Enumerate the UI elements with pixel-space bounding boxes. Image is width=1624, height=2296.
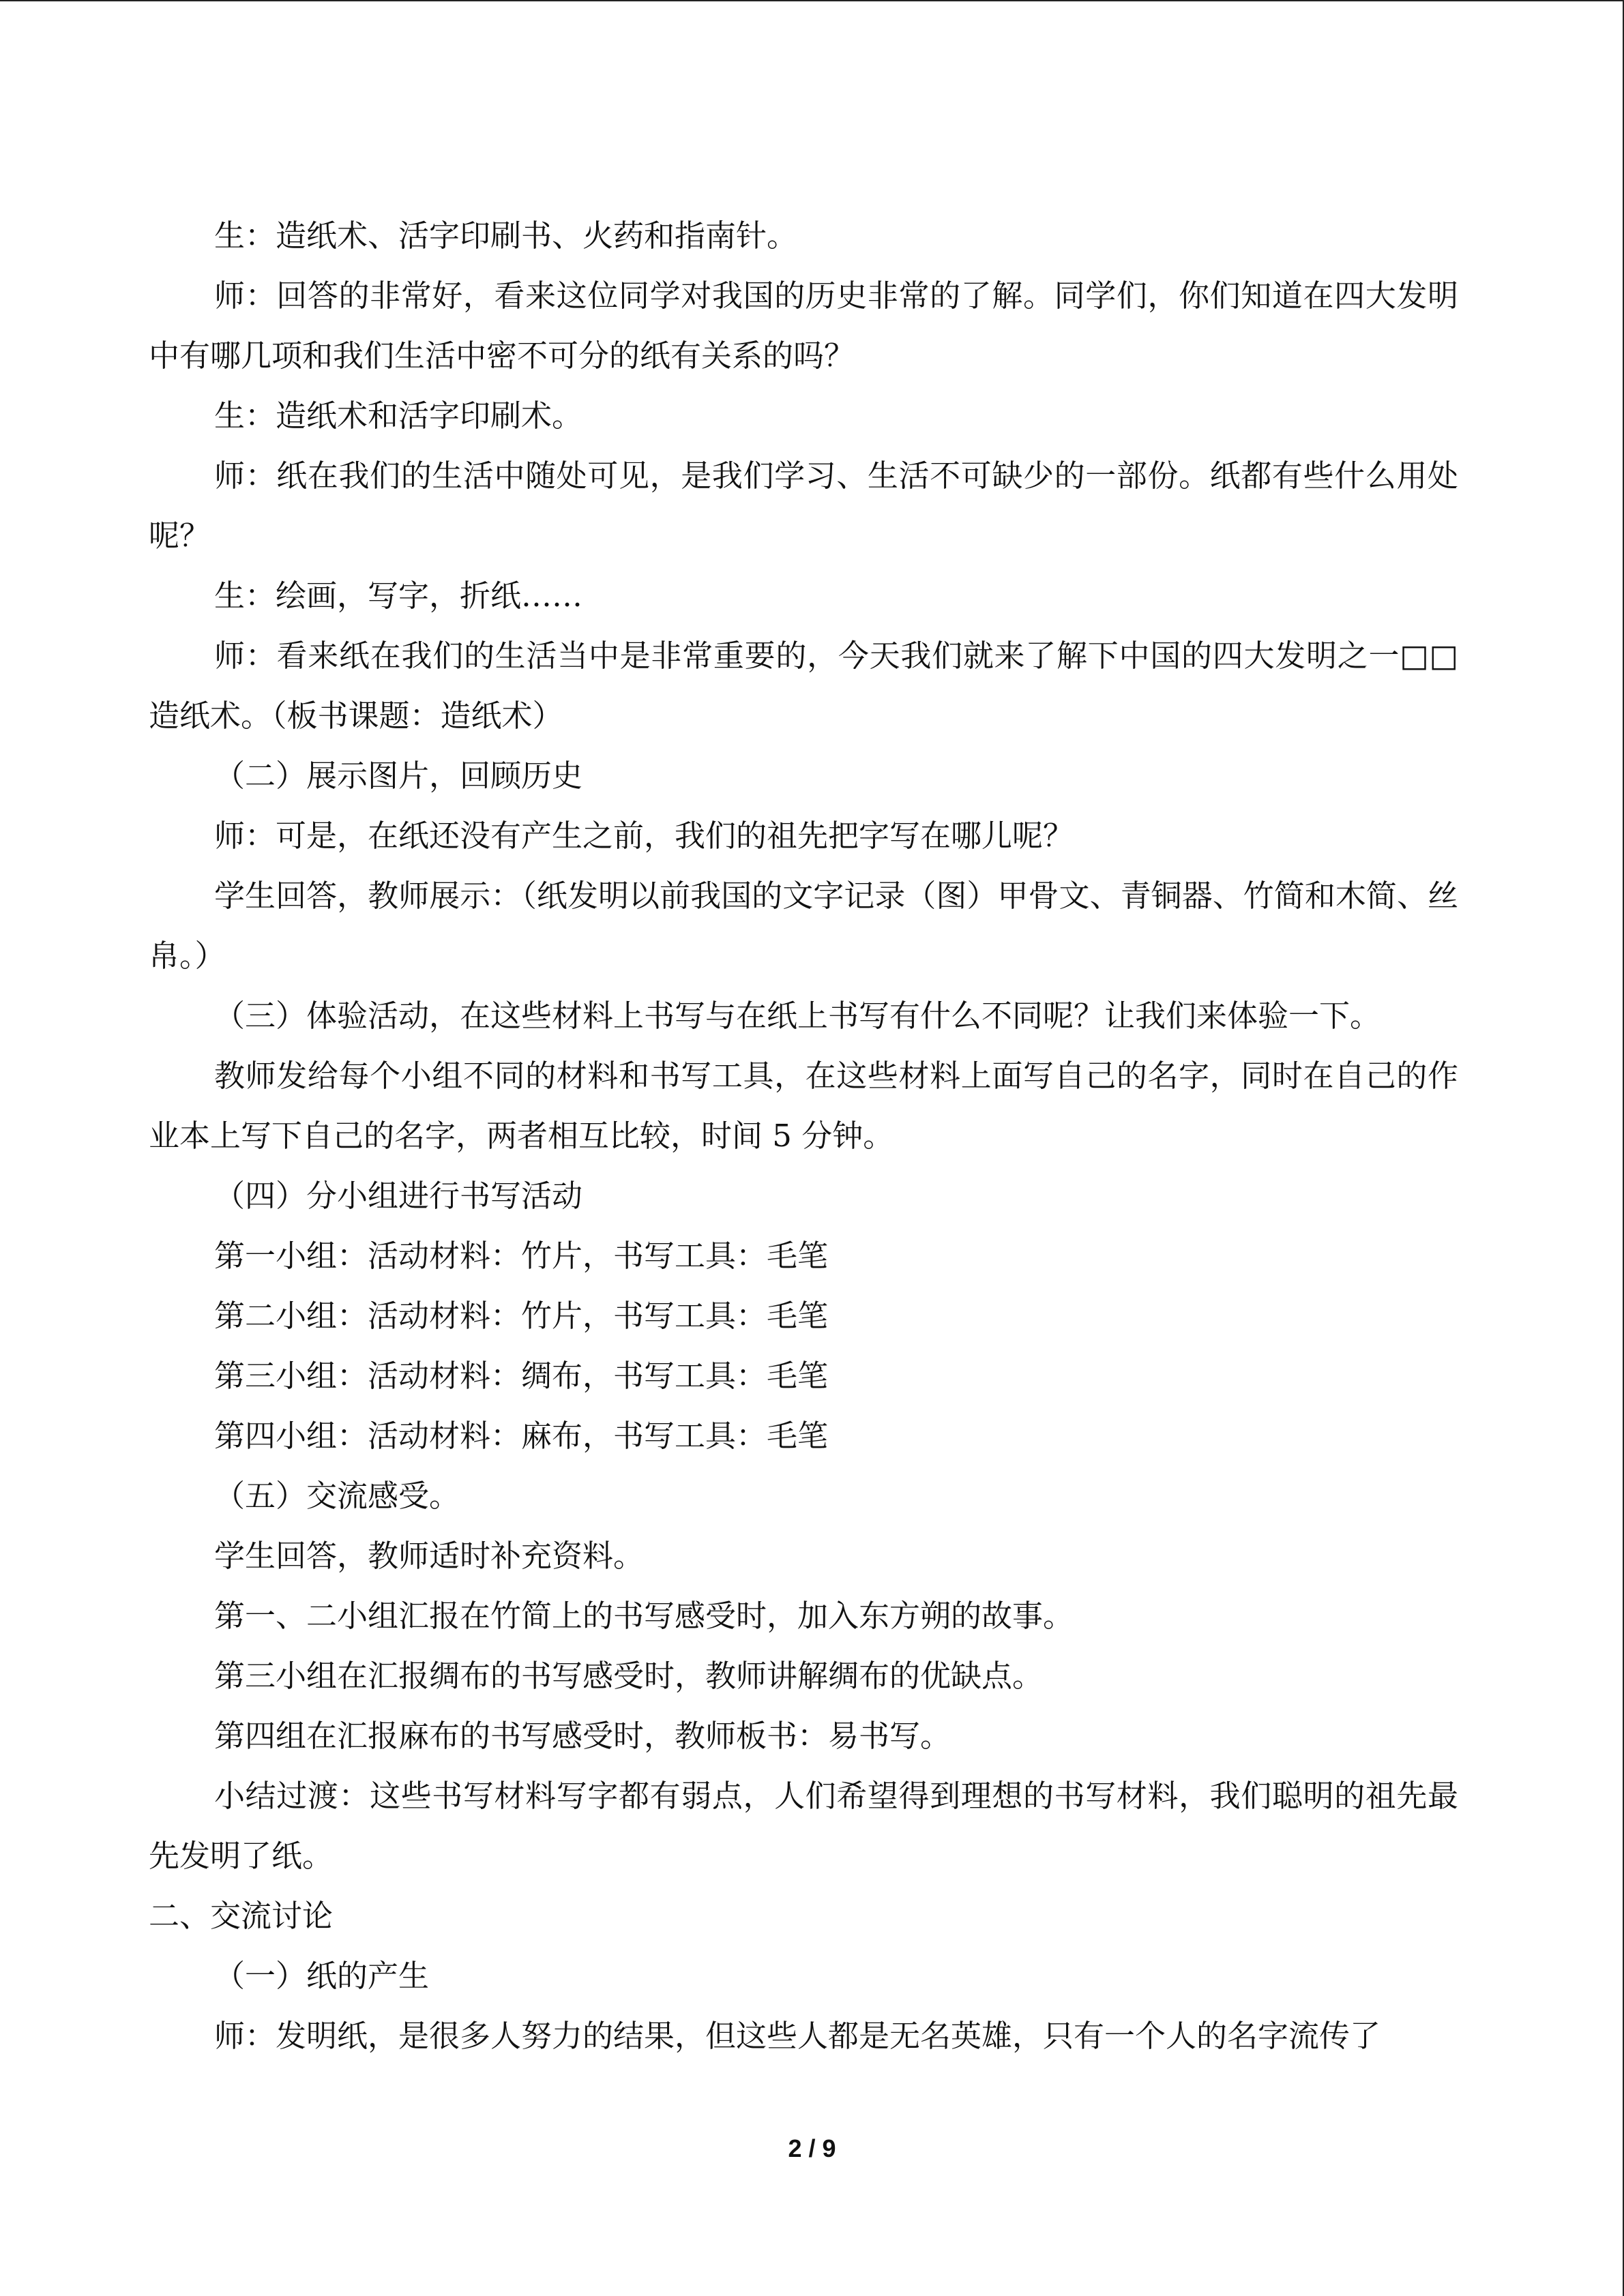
paragraph: 学生回答，教师展示：（纸发明以前我国的文字记录（图）甲骨文、青铜器、竹简和木简、丝帛。） [149, 878, 1458, 974]
paragraph: 师：看来纸在我们的生活当中是非常重要的，今天我们就来了解下中国的四大发明之一□□造纸术。（板书课题：造纸术） [149, 638, 1458, 734]
list-item: 第二小组：活动材料：竹片，书写工具：毛笔 [214, 1298, 829, 1334]
paragraph: 师：纸在我们的生活中随处可见，是我们学习、生活不可缺少的一部份。纸都有些什么用处呢？ [149, 458, 1458, 554]
list-item: 第一小组：活动材料：竹片，书写工具：毛笔 [214, 1238, 829, 1274]
paragraph: 第四组在汇报麻布的书写感受时，教师板书：易书写。 [214, 1718, 951, 1754]
paragraph: 教师发给每个小组不同的材料和书写工具，在这些材料上面写自己的名字，同时在自己的作业本上写下自己的名字，两者相互比较，时间 5 分钟。 [149, 1058, 1458, 1154]
paragraph: 第一、二小组汇报在竹简上的书写感受时，加入东方朔的故事。 [214, 1598, 1074, 1634]
section-heading: （三）体验活动，在这些材料上书写与在纸上书写有什么不同呢？让我们来体验一下。 [214, 998, 1381, 1034]
paragraph: 小结过渡：这些书写材料写字都有弱点，人们希望得到理想的书写材料，我们聪明的祖先最先发明了纸。 [149, 1778, 1458, 1874]
document-body [149, 206, 1458, 2066]
section-heading: （四）分小组进行书写活动 [214, 1178, 583, 1214]
page-number: 2 / 9 [788, 2134, 836, 2162]
chapter-heading: 二、交流讨论 [149, 1898, 334, 1934]
section-heading: （一）纸的产生 [214, 1958, 430, 1994]
paragraph: 师：回答的非常好，看来这位同学对我国的历史非常的了解。同学们，你们知道在四大发明中有哪几项和我们生活中密不可分的纸有关系的吗？ [149, 278, 1458, 374]
paragraph: 第三小组在汇报绸布的书写感受时，教师讲解绸布的优缺点。 [214, 1658, 1044, 1694]
paragraph: 师：发明纸，是很多人努力的结果，但这些人都是无名英雄，只有一个人的名字流传了 [214, 2018, 1381, 2054]
paragraph: 学生回答，教师适时补充资料。 [214, 1538, 645, 1574]
paragraph: 生：造纸术和活字印刷术。 [214, 398, 583, 434]
list-item: 第四小组：活动材料：麻布，书写工具：毛笔 [214, 1418, 829, 1454]
section-heading: （五）交流感受。 [214, 1478, 460, 1514]
section-heading: （二）展示图片，回顾历史 [214, 758, 583, 794]
paragraph: 生：造纸术、活字印刷书、火药和指南针。 [214, 218, 798, 254]
list-item: 第三小组：活动材料：绸布，书写工具：毛笔 [214, 1358, 829, 1394]
paragraph: 生：绘画，写字，折纸…… [214, 578, 583, 614]
paragraph: 师：可是，在纸还没有产生之前，我们的祖先把字写在哪儿呢？ [214, 818, 1074, 854]
